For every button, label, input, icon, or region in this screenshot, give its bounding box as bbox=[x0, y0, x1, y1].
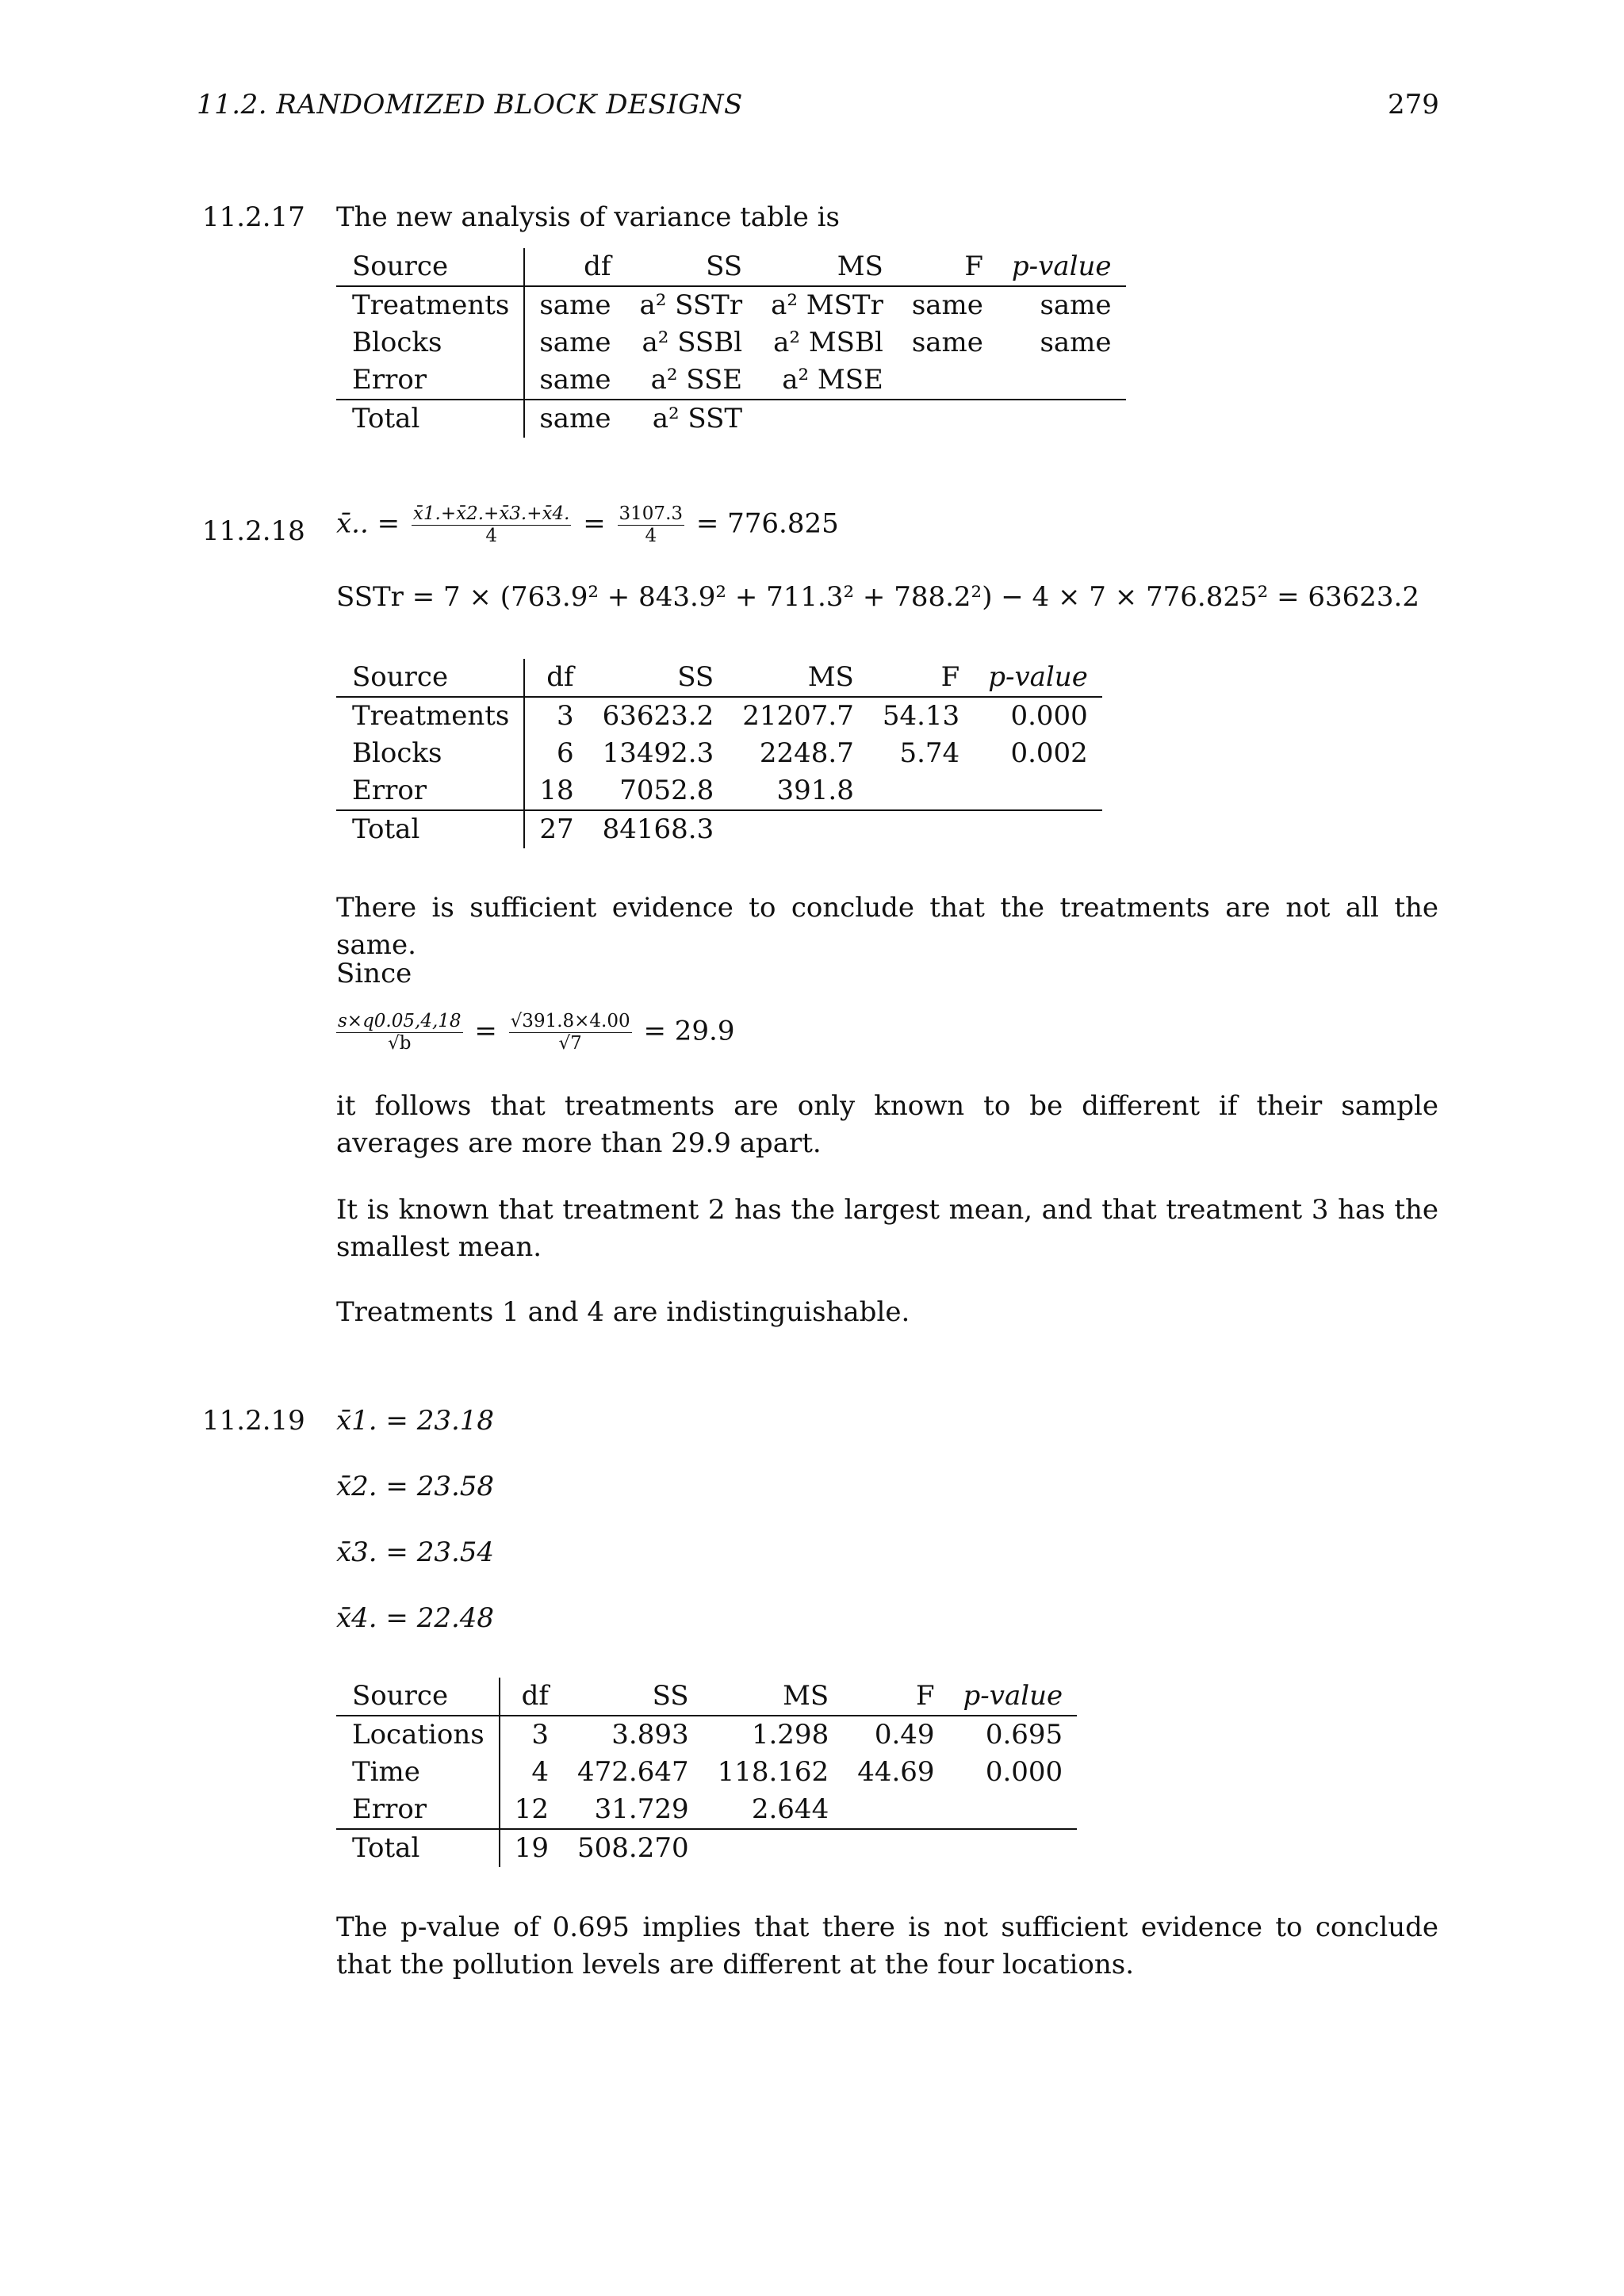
table-cell: Blocks bbox=[336, 735, 524, 772]
table-cell bbox=[898, 362, 998, 400]
table-cell: 0.49 bbox=[874, 1719, 935, 1751]
table-cell: same bbox=[539, 327, 611, 358]
table-cell: 0.002 bbox=[1010, 737, 1088, 769]
header-cell: Source bbox=[336, 1678, 500, 1716]
table-cell: 0.000 bbox=[985, 1756, 1063, 1788]
table-cell: a² SSTr bbox=[639, 289, 743, 321]
fraction-numerator: s×q0.05,4,18 bbox=[338, 1011, 462, 1031]
table-row-total bbox=[336, 810, 1102, 848]
closing-paragraph-19: The p-value of 0.695 implies that there is not sufficient evidence to conclude that the pollution levels are different at the four locations. bbox=[336, 1911, 1438, 1980]
mean-equation: x̄2. = 23.58 bbox=[336, 1471, 495, 1502]
table-cell: 44.69 bbox=[857, 1756, 935, 1788]
header-cell: df bbox=[524, 659, 588, 697]
table-cell: Error bbox=[336, 1791, 500, 1829]
table-header-row bbox=[336, 659, 1102, 697]
table-row-total bbox=[336, 400, 1126, 438]
table-cell: 54.13 bbox=[882, 700, 960, 732]
table-cell: 508.270 bbox=[576, 1832, 689, 1864]
table-cell: 2248.7 bbox=[759, 737, 854, 769]
fraction-numerator: 3107.3 bbox=[619, 503, 684, 524]
table-row bbox=[336, 697, 1102, 735]
table-cell: same bbox=[1040, 327, 1112, 358]
table-cell: a² MSTr bbox=[771, 289, 883, 321]
table-cell: 118.162 bbox=[717, 1756, 829, 1788]
table-cell: same bbox=[524, 362, 625, 400]
equals-sign: = bbox=[474, 1015, 497, 1047]
paragraph: Treatments 1 and 4 are indistinguishable. bbox=[336, 1296, 910, 1328]
anova-table-19 bbox=[336, 1678, 1077, 1867]
table-cell: 2.644 bbox=[703, 1791, 844, 1829]
table-cell: Error bbox=[336, 362, 524, 400]
table-cell bbox=[843, 1829, 948, 1867]
table-cell bbox=[949, 1791, 1078, 1829]
since-text: Since bbox=[336, 958, 412, 989]
equals-sign: = bbox=[377, 507, 400, 540]
fraction bbox=[618, 504, 684, 546]
table-cell: a² SSE bbox=[625, 362, 756, 400]
header-cell: F bbox=[898, 248, 998, 286]
header-cell: MS bbox=[728, 659, 868, 697]
fraction-numerator: √391.8×4.00 bbox=[510, 1011, 630, 1031]
header-cell: Source bbox=[336, 659, 524, 697]
table-cell bbox=[898, 400, 998, 438]
header-cell: p-value bbox=[949, 1678, 1078, 1716]
table-cell: 1.298 bbox=[751, 1719, 829, 1751]
table-cell: 391.8 bbox=[728, 772, 868, 810]
table-cell bbox=[974, 810, 1102, 848]
table-cell: 3 bbox=[531, 1719, 549, 1751]
paragraph: It is known that treatment 2 has the largest mean, and that treatment 3 has the smallest mean. bbox=[336, 1194, 1438, 1263]
header-cell: df bbox=[500, 1678, 563, 1716]
table-cell: 0.000 bbox=[1010, 700, 1088, 732]
table-row bbox=[336, 735, 1102, 772]
table-cell: same bbox=[539, 289, 611, 321]
header-cell: p-value bbox=[974, 659, 1102, 697]
mean-equation: x̄1. = 23.18 bbox=[336, 1405, 495, 1437]
table-cell: same bbox=[539, 403, 611, 434]
table-row-total bbox=[336, 1829, 1077, 1867]
table-cell: same bbox=[1040, 289, 1112, 321]
header-cell: SS bbox=[588, 659, 729, 697]
table-cell bbox=[868, 810, 974, 848]
table-cell: 3 bbox=[556, 700, 574, 732]
table-cell: 27 bbox=[539, 813, 574, 845]
problem-number-19: 11.2.19 bbox=[202, 1405, 305, 1437]
table-cell: 12 bbox=[500, 1791, 563, 1829]
table-cell: 13492.3 bbox=[602, 737, 714, 769]
table-cell bbox=[843, 1791, 948, 1829]
table-cell: Blocks bbox=[336, 324, 524, 362]
table-header-row bbox=[336, 248, 1126, 286]
table-cell bbox=[949, 1829, 1078, 1867]
header-cell: MS bbox=[703, 1678, 844, 1716]
page-number: 279 bbox=[1388, 89, 1439, 121]
mean-equation: x̄4. = 22.48 bbox=[336, 1602, 495, 1634]
fraction-denominator: √7 bbox=[558, 1033, 582, 1054]
table-cell: same bbox=[911, 327, 983, 358]
anova-table-18 bbox=[336, 659, 1102, 848]
table-cell: Treatments bbox=[336, 286, 524, 324]
table-cell bbox=[703, 1829, 844, 1867]
table-cell: 84168.3 bbox=[602, 813, 714, 845]
header-cell: p-value bbox=[998, 248, 1126, 286]
table-cell bbox=[998, 400, 1126, 438]
table-cell: 0.695 bbox=[985, 1719, 1063, 1751]
table-row bbox=[336, 362, 1126, 400]
table-cell: 7052.8 bbox=[588, 772, 729, 810]
header-cell: df bbox=[524, 248, 625, 286]
conclusion-18: There is sufficient evidence to conclude that the treatments are not all the same. bbox=[336, 892, 1438, 961]
fraction bbox=[336, 1012, 463, 1054]
fraction bbox=[509, 1012, 632, 1054]
problem-number-17: 11.2.17 bbox=[202, 201, 305, 233]
table-cell: 21207.7 bbox=[742, 700, 854, 732]
intro-17: The new analysis of variance table is bbox=[336, 201, 840, 233]
table-cell: 4 bbox=[531, 1756, 549, 1788]
header-cell: SS bbox=[563, 1678, 703, 1716]
mean-equation: x̄3. = 23.54 bbox=[336, 1536, 495, 1568]
equation-result: = 29.9 bbox=[643, 1015, 735, 1047]
fraction-numerator: x̄1.+x̄2.+x̄3.+x̄4. bbox=[412, 503, 570, 524]
table-cell: 6 bbox=[556, 737, 574, 769]
table-cell: 472.647 bbox=[576, 1756, 689, 1788]
running-header: 11.2. RANDOMIZED BLOCK DESIGNS bbox=[197, 89, 743, 121]
table-cell bbox=[756, 400, 898, 438]
table-cell bbox=[728, 810, 868, 848]
table-cell: a² SSBl bbox=[642, 327, 743, 358]
table-cell: a² MSE bbox=[756, 362, 898, 400]
header-cell: F bbox=[843, 1678, 948, 1716]
table-row bbox=[336, 1716, 1077, 1754]
table-cell: Time bbox=[336, 1754, 500, 1791]
table-cell: Total bbox=[336, 400, 524, 438]
problem-number-18: 11.2.18 bbox=[202, 515, 305, 547]
anova-table-17 bbox=[336, 248, 1126, 438]
table-cell: a² MSBl bbox=[773, 327, 883, 358]
table-cell: 5.74 bbox=[899, 737, 960, 769]
table-cell: Locations bbox=[336, 1716, 500, 1754]
table-cell: same bbox=[911, 289, 983, 321]
table-cell: 18 bbox=[524, 772, 588, 810]
fraction-denominator: √b bbox=[388, 1033, 412, 1054]
table-cell: Total bbox=[336, 1829, 500, 1867]
table-cell: 19 bbox=[514, 1832, 549, 1864]
fraction-denominator: 4 bbox=[485, 526, 497, 546]
fraction bbox=[412, 504, 571, 546]
sstr-equation: SSTr = 7 × (763.9² + 843.9² + 711.3² + 788.2²) − 4 × 7 × 776.825² = 63623.2 bbox=[336, 581, 1419, 613]
table-cell: 31.729 bbox=[563, 1791, 703, 1829]
table-cell: Treatments bbox=[336, 697, 524, 735]
table-cell bbox=[998, 362, 1126, 400]
table-cell: 3.893 bbox=[611, 1719, 689, 1751]
table-cell: Total bbox=[336, 810, 524, 848]
header-cell: F bbox=[868, 659, 974, 697]
grand-mean-equation bbox=[336, 504, 839, 546]
table-cell: a² SST bbox=[652, 403, 743, 434]
table-cell bbox=[974, 772, 1102, 810]
header-cell: MS bbox=[756, 248, 898, 286]
paragraph: it follows that treatments are only known to be different if their sample averages are more than 29.9 apart. bbox=[336, 1090, 1438, 1159]
table-row bbox=[336, 1754, 1077, 1791]
tukey-equation bbox=[336, 1012, 734, 1054]
table-row bbox=[336, 1791, 1077, 1829]
table-row bbox=[336, 772, 1102, 810]
equation-result: = 776.825 bbox=[695, 507, 839, 540]
table-row bbox=[336, 286, 1126, 324]
header-cell: Source bbox=[336, 248, 524, 286]
table-header-row bbox=[336, 1678, 1077, 1716]
table-cell: Error bbox=[336, 772, 524, 810]
table-row bbox=[336, 324, 1126, 362]
table-cell bbox=[868, 772, 974, 810]
table-cell: 63623.2 bbox=[602, 700, 714, 732]
math-symbol: x̄.. bbox=[336, 507, 369, 540]
fraction-denominator: 4 bbox=[645, 526, 657, 546]
equals-sign: = bbox=[583, 507, 606, 540]
header-cell: SS bbox=[625, 248, 756, 286]
